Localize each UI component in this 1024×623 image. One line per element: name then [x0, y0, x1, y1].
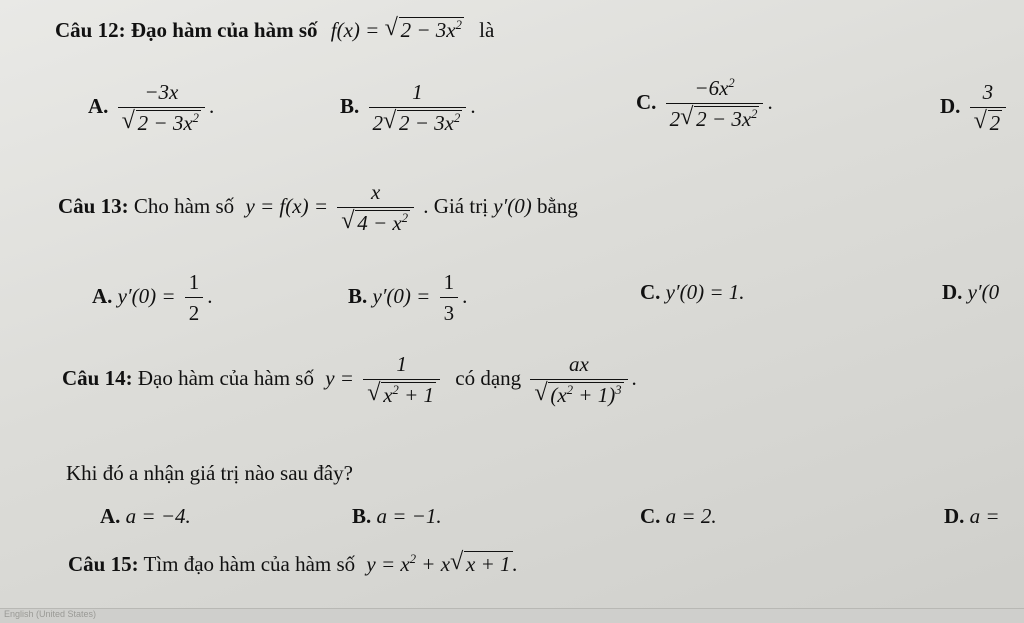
q14-option-c[interactable]	[640, 504, 717, 529]
option-c-text: y′(0) = 1.	[665, 280, 745, 304]
question-13-fx: y = f(x) =	[245, 193, 328, 218]
q14-option-a[interactable]	[100, 504, 191, 529]
question-13-suffix: bằng	[536, 193, 578, 218]
q12-option-d[interactable]	[940, 80, 1010, 136]
q13-option-a[interactable]: A. y′(0) = $\frac{1}{2}$ .	[92, 270, 213, 325]
option-d-text: a =	[969, 504, 1000, 528]
question-13-fraction: x √ $4 - x^2$	[337, 180, 414, 236]
option-d-fraction: 3 √ 2	[970, 80, 1007, 136]
option-label: A.	[100, 504, 121, 528]
q13-option-b[interactable]: B. y′(0) = $\frac{1}{3}$ .	[348, 270, 468, 325]
question-14-stem: Đạo hàm của hàm số	[137, 365, 314, 390]
q12-option-c[interactable]: C. $-6x^2$ 2 √ $2 - 3x^2$ .	[636, 76, 773, 131]
question-14: Câu 14: Đạo hàm của hàm số y = 1 √ $x^2 + 1$ có dạng ax √ $(x^2 + 1)^3$ .	[62, 352, 637, 407]
question-15-label: Câu 15:	[68, 552, 139, 576]
option-label: A.	[92, 283, 113, 308]
q12-option-b[interactable]: B. 1 2 √ $2 - 3x^2$ .	[340, 80, 476, 135]
option-a-fraction: −3x √ $2 - 3x^2$	[118, 80, 205, 136]
question-12-stem: Đạo hàm của hàm số	[130, 18, 318, 42]
option-c-text: a = 2.	[665, 504, 717, 528]
question-14-line2: Khi đó a nhận giá trị nào sau đây?	[66, 461, 353, 485]
option-a-text: a = −4.	[125, 504, 191, 528]
option-label: B.	[340, 93, 360, 118]
option-label: A.	[88, 93, 109, 118]
question-12-fx: f(x) =	[330, 18, 380, 42]
option-label: D.	[940, 93, 961, 118]
option-label: C.	[640, 280, 661, 304]
question-14-mid: có dạng	[455, 365, 522, 390]
option-label: C.	[636, 89, 657, 114]
option-b-lhs: y′(0) =	[372, 283, 431, 308]
question-12-suffix: là	[479, 18, 495, 42]
q13-option-d[interactable]	[942, 280, 999, 305]
question-15	[68, 548, 518, 577]
option-a-fraction: $\frac{1}{2}$	[185, 270, 204, 326]
option-label: B.	[348, 283, 368, 308]
question-12-sqrt: √ $2 - 3x^2$	[384, 14, 462, 42]
question-13	[58, 180, 578, 236]
question-14-fraction: 1 √ $x^2 + 1$	[363, 352, 440, 408]
question-14-fx: y =	[325, 365, 354, 390]
question-15-stem: Tìm đạo hàm của hàm số	[143, 552, 356, 576]
option-b-fraction: $\frac{1}{3}$	[440, 270, 459, 326]
q12-option-a[interactable]: A. −3x √ $2 - 3x^2$ .	[88, 80, 215, 135]
question-13-tail: . Giá trị	[423, 193, 489, 218]
option-d-text: y′(0	[967, 280, 1000, 304]
question-13-label: Câu 13:	[58, 193, 129, 218]
question-15-expr: $y = x^2 + x$ √ x + 1.	[366, 548, 518, 576]
option-b-text: a = −1.	[376, 504, 442, 528]
option-label: B.	[352, 504, 372, 528]
q13-option-c[interactable]	[640, 280, 745, 305]
option-label: C.	[640, 504, 661, 528]
question-14-form: ax √ $(x^2 + 1)^3$	[530, 352, 627, 408]
option-label: D.	[944, 504, 965, 528]
option-b-fraction: 1 2 √ $2 - 3x^2$	[369, 80, 467, 136]
option-label: D.	[942, 280, 963, 304]
question-13-stem: Cho hàm số	[133, 193, 235, 218]
status-bar-language: English (United States)	[0, 608, 1024, 623]
question-12	[55, 14, 495, 43]
q14-option-b[interactable]	[352, 504, 442, 529]
option-c-fraction: $-6x^2$ 2 √ $2 - 3x^2$	[666, 76, 764, 132]
option-a-lhs: y′(0) =	[117, 283, 176, 308]
q14-option-d[interactable]	[944, 504, 1000, 529]
question-13-y0: y′(0)	[493, 193, 532, 218]
question-14-label: Câu 14:	[62, 365, 133, 390]
question-12-label: Câu 12:	[55, 18, 126, 42]
